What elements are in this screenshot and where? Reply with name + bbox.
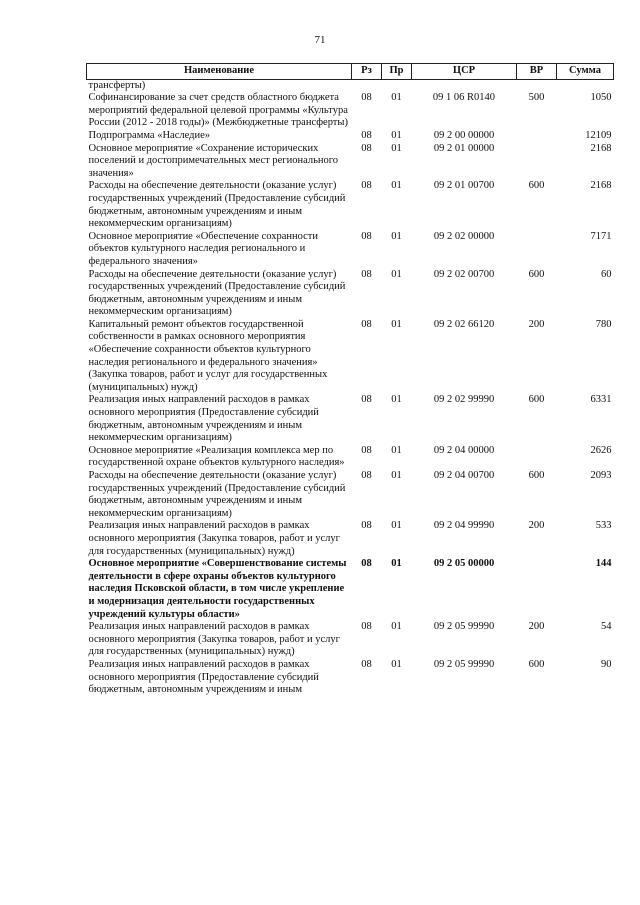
- cell-csr: [412, 79, 517, 92]
- cell-name: Реализация иных направлений расходов в рамках основного мероприятия (Предоставление субсидий бюджетным, автономным учреждениям и иным: [88, 658, 319, 696]
- cell-vr: 600: [528, 268, 545, 280]
- cell-sum: 60: [601, 268, 612, 280]
- cell-vr: 600: [528, 658, 545, 670]
- header-pr: Пр: [382, 64, 412, 80]
- cell-csr: 09 2 00 00000: [433, 129, 495, 141]
- cell-csr: 09 2 02 66120: [433, 318, 495, 330]
- cell-rz: 08: [361, 520, 372, 532]
- header-vr: ВР: [517, 64, 557, 80]
- budget-table: [86, 63, 614, 697]
- cell-name: Софинансирование за счет средств областного бюджета мероприятий федеральной целевой программы «Культура России (2012 - 2018 годы)» (Межбюджетные трансферты): [88, 92, 348, 129]
- cell-vr: [517, 445, 557, 470]
- cell-sum: 533: [595, 520, 612, 532]
- cell-csr: 09 2 05 99990: [433, 658, 495, 670]
- cell-sum: 2626: [590, 444, 612, 456]
- cell-pr: 01: [391, 394, 402, 406]
- cell-vr: 600: [528, 180, 545, 192]
- cell-csr: 09 2 04 00700: [433, 470, 495, 481]
- cell-name: Основное мероприятие «Сохранение исторических поселений и достопримечательных мест регионального значения»: [88, 142, 339, 179]
- cell-csr: 09 2 02 99990: [433, 394, 495, 406]
- cell-name: Основное мероприятие «Реализация комплекса мер по государственной охране объектов культурного наследия»: [88, 444, 345, 469]
- table-row: [87, 130, 614, 143]
- cell-name: Подпрограмма «Наследие»: [88, 129, 210, 141]
- cell-sum: 12109: [585, 129, 612, 141]
- cell-rz: 08: [361, 470, 372, 481]
- cell-pr: 01: [391, 444, 402, 456]
- cell-vr: [517, 231, 557, 269]
- cell-vr: [517, 558, 557, 621]
- cell-rz: 08: [361, 318, 372, 330]
- table-row: [87, 621, 614, 659]
- table-header-row: [87, 64, 614, 80]
- table-row: [87, 520, 614, 558]
- header-rz: Рз: [352, 64, 382, 80]
- cell-pr: 01: [391, 318, 402, 330]
- table-row: [87, 269, 614, 319]
- cell-rz: 08: [361, 558, 372, 570]
- cell-rz: 08: [361, 129, 372, 141]
- cell-csr: 09 2 04 00000: [433, 444, 495, 456]
- cell-csr: 09 2 01 00700: [433, 180, 495, 192]
- table-row: [87, 445, 614, 470]
- cell-pr: 01: [391, 230, 402, 242]
- cell-pr: 01: [391, 470, 402, 481]
- table-row: [87, 319, 614, 395]
- cell-vr: 200: [528, 318, 545, 330]
- cell-sum: 780: [595, 318, 612, 330]
- header-csr: ЦСР: [412, 64, 517, 80]
- cell-name: трансферты): [88, 79, 146, 91]
- cell-name: Расходы на обеспечение деятельности (оказание услуг) государственных учреждений (Предоставление субсидий бюджетным, автономным учреждениям и иным некоммерческим организациям): [88, 268, 346, 318]
- cell-vr: [517, 130, 557, 143]
- table-row: [87, 659, 614, 697]
- cell-csr: 09 2 02 00000: [433, 230, 495, 242]
- table-row: [87, 558, 614, 621]
- cell-rz: 08: [361, 621, 372, 633]
- cell-rz: 08: [361, 142, 372, 154]
- cell-vr: 600: [528, 470, 545, 481]
- cell-sum: 2168: [590, 180, 612, 192]
- cell-name: Расходы на обеспечение деятельности (оказание услуг) государственных учреждений (Предоставление субсидий бюджетным, автономным учреждениям и иным некоммерческим организациям): [88, 470, 346, 519]
- cell-csr: 09 2 05 00000: [433, 558, 495, 570]
- cell-pr: [382, 79, 412, 92]
- cell-sum: 7171: [590, 230, 612, 242]
- cell-pr: 01: [391, 92, 402, 104]
- cell-pr: 01: [391, 558, 402, 570]
- cell-pr: 01: [391, 142, 402, 154]
- cell-sum: 90: [601, 658, 612, 670]
- table-row: [87, 180, 614, 230]
- header-name: Наименование: [87, 64, 352, 80]
- cell-name: Расходы на обеспечение деятельности (оказание услуг) государственных учреждений (Предоставление субсидий бюджетным, автономным учреждениям и иным некоммерческим организациям): [88, 180, 346, 230]
- cell-sum: 144: [595, 558, 612, 570]
- cell-rz: [352, 79, 382, 92]
- table-row: [87, 143, 614, 181]
- cell-vr: [517, 143, 557, 181]
- cell-rz: 08: [361, 394, 372, 406]
- cell-rz: 08: [361, 658, 372, 670]
- cell-vr: 200: [528, 621, 545, 633]
- cell-csr: 09 2 01 00000: [433, 142, 495, 154]
- cell-pr: 01: [391, 520, 402, 532]
- cell-pr: 01: [391, 129, 402, 141]
- header-sum: Сумма: [557, 64, 614, 80]
- cell-name: Основное мероприятие «Совершенствование системы деятельности в сфере охраны объектов культурного наследия Псковской области, в том числе укрепление и модернизация деятельности государственных учреждений культуры области»: [88, 558, 347, 620]
- cell-csr: 09 1 06 R0140: [432, 92, 496, 104]
- cell-csr: 09 2 05 99990: [433, 621, 495, 633]
- table-row: [87, 92, 614, 130]
- cell-rz: 08: [361, 92, 372, 104]
- page-number: 71: [314, 34, 326, 46]
- cell-name: Основное мероприятие «Обеспечение сохранности объектов культурного наследия регионального и федерального значения»: [88, 230, 318, 267]
- cell-sum: 6331: [590, 394, 612, 406]
- cell-pr: 01: [391, 268, 402, 280]
- cell-name: Реализация иных направлений расходов в рамках основного мероприятия (Закупка товаров, работ и услуг для государственных (муниципальных) нужд): [88, 520, 340, 557]
- cell-pr: 01: [391, 621, 402, 633]
- cell-rz: 08: [361, 180, 372, 192]
- cell-name: Реализация иных направлений расходов в рамках основного мероприятия (Закупка товаров, работ и услуг для государственных (муниципальных) нужд): [88, 621, 340, 658]
- table-row: [87, 470, 614, 520]
- cell-sum: 1050: [590, 92, 612, 104]
- cell-name: Реализация иных направлений расходов в рамках основного мероприятия (Предоставление субсидий бюджетным, автономным учреждениям и иным некоммерческим организациям): [88, 394, 319, 444]
- cell-pr: 01: [391, 180, 402, 192]
- cell-rz: 08: [361, 268, 372, 280]
- cell-sum: 2093: [590, 470, 612, 481]
- cell-sum: [557, 79, 614, 92]
- cell-pr: 01: [391, 658, 402, 670]
- cell-vr: [517, 79, 557, 92]
- cell-sum: 54: [601, 621, 612, 633]
- table-row: [87, 394, 614, 444]
- cell-csr: 09 2 04 99990: [433, 520, 495, 532]
- table-row: [87, 231, 614, 269]
- cell-vr: 600: [528, 394, 545, 406]
- cell-csr: 09 2 02 00700: [433, 268, 495, 280]
- cell-name: Капитальный ремонт объектов государственной собственности в рамках основного мероприятия «Обеспечение сохранности объектов культурного наследия регионального и федерального значения» (Закупка товаров, работ и услуг для государственных (муниципальных) нужд): [88, 318, 328, 393]
- cell-sum: 2168: [590, 142, 612, 154]
- cell-rz: 08: [361, 230, 372, 242]
- cell-rz: 08: [361, 444, 372, 456]
- cell-vr: 200: [528, 520, 545, 532]
- cell-vr: 500: [528, 92, 545, 104]
- table-row: [87, 79, 614, 92]
